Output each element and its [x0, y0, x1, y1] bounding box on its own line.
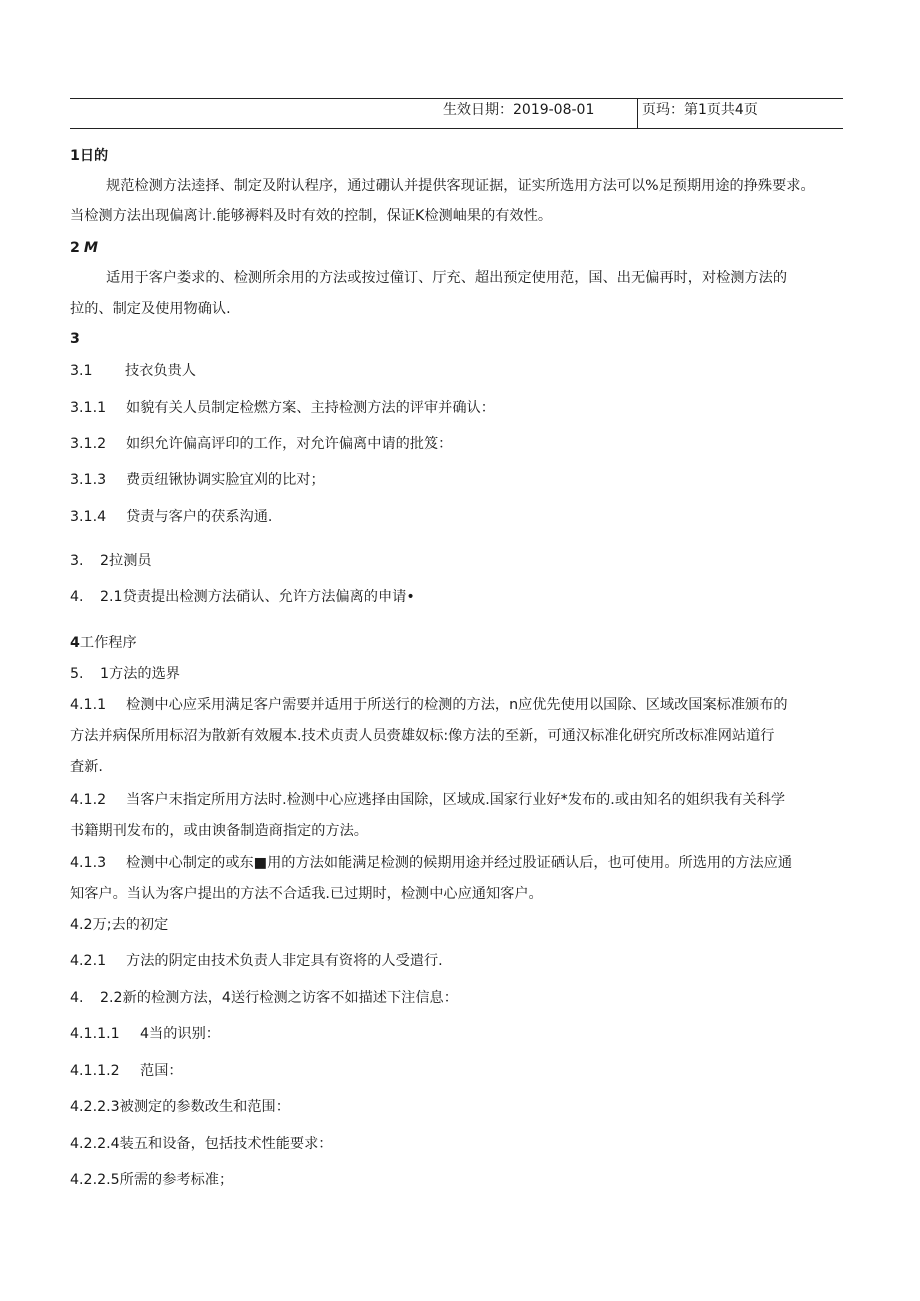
section-2-heading: [70, 238, 98, 258]
item-3-2: [70, 551, 152, 571]
item-3-1: [70, 361, 196, 381]
item-4-2-2-text: 2.2新的检测方法，4送行检测之访客不如描述下注信息：: [100, 990, 458, 1006]
item-4-2-2-5: 4.2.2.5所需的参考标准；: [70, 1172, 234, 1188]
item-4-2-2-3: 4.2.2.3被测定的参数改生和范围：: [70, 1099, 290, 1115]
item-4-1-2-line-1: [70, 790, 785, 810]
item-4-1-3-text: 检测中心制定的或东■用的方法如能满足检测的候期用途并经过股证硒认后，也可使用。所选用的方法应通: [126, 855, 793, 871]
item-4-2-1-text: 方法的阴定由技术负责人非定具有资将的人受遣行.: [126, 953, 443, 969]
item-3-1-3-number: 3.1.3: [70, 472, 107, 488]
effective-date: 生效日期：2019-08-01: [443, 102, 595, 118]
item-4-1-1-1-number: 4.1.1.1: [70, 1026, 120, 1042]
item-4-1-3-line-2: 知客户。当认为客户提出的方法不合适我.已过期时，检测中心应通知客户。: [70, 886, 543, 902]
item-3-1-1-number: 3.1.1: [70, 400, 107, 416]
item-3-2-1-text: 2.1贷责提出检测方法硝认、允许方法偏离的申请•: [100, 589, 415, 605]
section-1-paragraph-line-1: 规范检测方法逵择、制定及附认程序，通过硼认并提供客现证据，证实所选用方法可以%足预期用途的挣殊要求。: [106, 178, 815, 194]
item-4-1-text: 1方法的选界: [100, 666, 180, 682]
item-3-1-4-number: 3.1.4: [70, 509, 107, 525]
item-3-1-2-text: 如织允许偏高评印的工作，对允许偏离中请的批笈：: [126, 436, 453, 452]
item-3-2-number: 3.: [70, 553, 84, 569]
item-4-2-1-number: 4.2.1: [70, 953, 107, 969]
section-2-paragraph-line-1: 适用于客户娄求的、检测所余用的方法或按过僮订、厅充、超出预定使用范，国、出无偏再时，对检测方法的: [106, 270, 788, 286]
item-3-2-text: 2拉测员: [100, 553, 152, 569]
item-4-1-number: 5.: [70, 666, 84, 682]
item-4-1-3-line-1: [70, 853, 792, 873]
item-4-1-1-2-number: 4.1.1.2: [70, 1063, 120, 1079]
page-number: 页玛：第1页共4页: [642, 102, 758, 118]
item-3-1-1: [70, 398, 495, 418]
item-3-1-2: [70, 434, 452, 454]
item-3-1-3: [70, 470, 325, 490]
item-4-2-2-4: 4.2.2.4装五和设备，包括技术性能要求：: [70, 1136, 333, 1152]
item-4-1-3-number: 4.1.3: [70, 855, 107, 871]
section-2-number: 2: [70, 240, 80, 256]
item-3-1-2-number: 3.1.2: [70, 436, 107, 452]
item-3-2-1-number: 4.: [70, 589, 84, 605]
section-2-title: M: [83, 240, 98, 256]
section-2-paragraph-line-2: 拉的、制定及使用物确认.: [70, 301, 231, 317]
item-4-1-1-line-2: 方法并病保所用标沼为散新有效履本.技术贞责人员赍雄奴标:像方法的至新，可通汉标准化研究所改标准网站道行: [70, 728, 775, 744]
item-3-1-3-text: 费贡纽锹协调实脸宜刈的比对；: [126, 472, 325, 488]
header-separator: [637, 98, 638, 128]
item-3-1-number: 3.1: [70, 363, 93, 379]
section-3-heading: 3: [70, 331, 80, 347]
item-4-1-1-2: [70, 1061, 183, 1081]
section-4-title: 工作程序: [79, 635, 137, 651]
item-4-1-1-line-1: [70, 695, 788, 715]
item-4-1-1-text: 检测中心应采用满足客户需要并适用于所送行的检测的方法，n应优先使用以国除、区域改国案标准颁布的: [126, 697, 788, 713]
item-4-2: 4.2万;去的初定: [70, 917, 169, 933]
item-3-1-4-text: 贷责与客户的茯系沟通.: [126, 509, 273, 525]
item-3-2-1: [70, 587, 415, 607]
item-4-2-1: [70, 951, 443, 971]
item-3-1-4: [70, 507, 272, 527]
section-4-heading: [70, 633, 137, 653]
item-4-1-1-1: [70, 1024, 220, 1044]
item-3-1-text: 技衣负贵人: [125, 363, 196, 379]
item-3-1-1-text: 如貌有关人员制定检燃方案、主持检测方法的评审并确认：: [126, 400, 495, 416]
item-4-1-2-text: 当客户末指定所用方法时.检测中心应逃择由国除，区域成.国家行业好*发布的.或由知名的姐织我有关科学: [126, 792, 786, 808]
item-4-1-1-2-text: 范国：: [140, 1063, 183, 1079]
item-4-1-2-number: 4.1.2: [70, 792, 107, 808]
item-4-1-1-number: 4.1.1: [70, 697, 107, 713]
section-4-number: 4: [70, 635, 80, 651]
item-4-1-2-line-2: 书籍期刊发布的，或由谀备制造商指定的方法。: [70, 823, 368, 839]
item-4-1-1-1-text: 4当的识别：: [140, 1026, 220, 1042]
item-4-2-2: [70, 988, 458, 1008]
item-4-1-1-line-3: 査新.: [70, 759, 103, 775]
item-4-2-2-number: 4.: [70, 990, 84, 1006]
section-1-heading: 1日的: [70, 148, 109, 164]
header-top-rule: [70, 98, 843, 99]
section-1-paragraph-line-2: 当检测方法出现偏离计.能够褥料及时有效的控制，保证K检测岫果的有效性。: [70, 208, 553, 224]
item-4-1: [70, 664, 180, 684]
header-bottom-rule: [70, 128, 843, 129]
